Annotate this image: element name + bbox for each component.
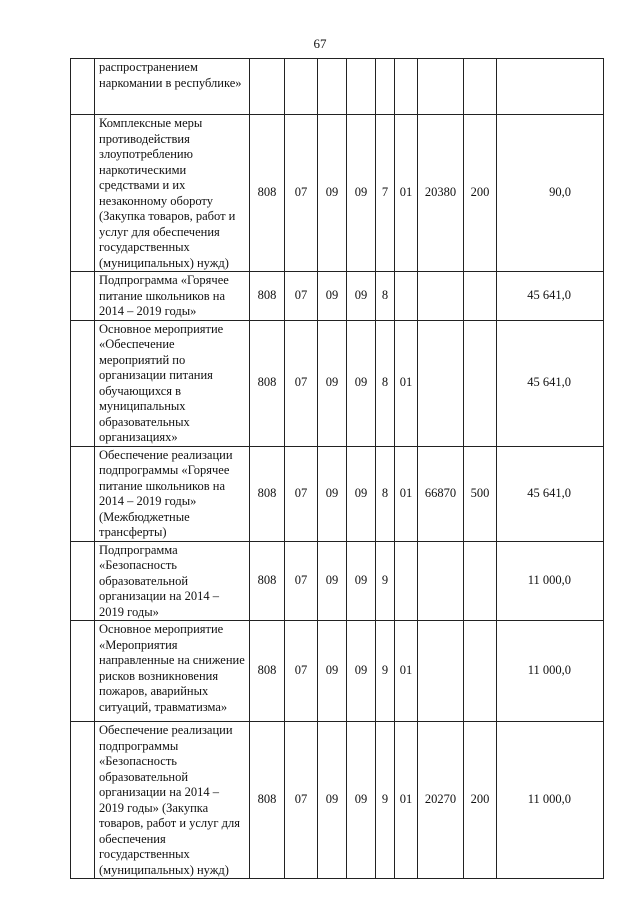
- subsection-code-cell: 09: [318, 115, 347, 272]
- subprogram-code-cell: 8: [376, 446, 395, 541]
- subprogram-code-cell: 9: [376, 722, 395, 879]
- program-code-cell: 09: [347, 722, 376, 879]
- ministry-code-cell: 808: [250, 320, 285, 446]
- subsection-code-cell: 09: [318, 320, 347, 446]
- ministry-code-cell: 808: [250, 446, 285, 541]
- program-code-cell: [347, 59, 376, 115]
- amount-cell: 45 641,0: [497, 446, 604, 541]
- subsection-code-cell: 09: [318, 446, 347, 541]
- blank-cell: [71, 272, 95, 321]
- amount-cell: 11 000,0: [497, 541, 604, 621]
- subsection-code-cell: [318, 59, 347, 115]
- direction-code-cell: [418, 59, 464, 115]
- program-code-cell: 09: [347, 446, 376, 541]
- table-row: [71, 541, 604, 621]
- expense-type-cell: 500: [464, 446, 497, 541]
- blank-cell: [71, 115, 95, 272]
- expense-type-cell: [464, 320, 497, 446]
- name-cell: Обеспечение реализации подпрограммы «Горячее питание школьников на 2014 – 2019 годы» (Межбюджетные трансферты): [95, 446, 250, 541]
- ministry-code-cell: 808: [250, 541, 285, 621]
- amount-cell: 45 641,0: [497, 272, 604, 321]
- subprogram-code-cell: 8: [376, 320, 395, 446]
- subprogram-code-cell: 9: [376, 621, 395, 722]
- direction-code-cell: 20380: [418, 115, 464, 272]
- blank-cell: [71, 59, 95, 115]
- program-code-cell: 09: [347, 115, 376, 272]
- section-code-cell: 07: [285, 446, 318, 541]
- activity-code-cell: 01: [395, 446, 418, 541]
- ministry-code-cell: 808: [250, 621, 285, 722]
- subsection-code-cell: 09: [318, 541, 347, 621]
- activity-code-cell: [395, 541, 418, 621]
- table-row: [71, 320, 604, 446]
- subprogram-code-cell: [376, 59, 395, 115]
- direction-code-cell: [418, 621, 464, 722]
- section-code-cell: 07: [285, 722, 318, 879]
- name-cell: распространением наркомании в республике»: [95, 59, 250, 115]
- blank-cell: [71, 541, 95, 621]
- section-code-cell: 07: [285, 320, 318, 446]
- direction-code-cell: 20270: [418, 722, 464, 879]
- activity-code-cell: [395, 59, 418, 115]
- amount-cell: [497, 59, 604, 115]
- program-code-cell: 09: [347, 541, 376, 621]
- direction-code-cell: 66870: [418, 446, 464, 541]
- amount-cell: 45 641,0: [497, 320, 604, 446]
- name-cell: Основное мероприятие «Обеспечение мероприятий по организации питания обучающихся в муниципальных образовательных организациях»: [95, 320, 250, 446]
- section-code-cell: [285, 59, 318, 115]
- amount-cell: 11 000,0: [497, 722, 604, 879]
- expense-type-cell: [464, 541, 497, 621]
- name-cell: Комплексные меры противодействия злоупотреблению наркотическими средствами и их незаконному обороту (Закупка товаров, работ и услуг для обеспечения государственных (муниципальных) нужд): [95, 115, 250, 272]
- ministry-code-cell: 808: [250, 115, 285, 272]
- direction-code-cell: [418, 272, 464, 321]
- page-number: 67: [313, 36, 327, 51]
- amount-cell: 11 000,0: [497, 621, 604, 722]
- subprogram-code-cell: 7: [376, 115, 395, 272]
- table-row: [71, 59, 604, 115]
- blank-cell: [71, 722, 95, 879]
- program-code-cell: 09: [347, 320, 376, 446]
- direction-code-cell: [418, 541, 464, 621]
- table-body: [71, 59, 604, 879]
- subsection-code-cell: 09: [318, 272, 347, 321]
- ministry-code-cell: 808: [250, 722, 285, 879]
- ministry-code-cell: 808: [250, 272, 285, 321]
- blank-cell: [71, 320, 95, 446]
- expense-type-cell: [464, 272, 497, 321]
- name-cell: Обеспечение реализации подпрограммы «Безопасность образовательной организации на 2014 – 2019 годы» (Закупка товаров, работ и услуг для обеспечения государственных (муниципальных) нужд): [95, 722, 250, 879]
- name-cell: Основное мероприятие «Мероприятия направленные на снижение рисков возникновения пожаров, аварийных ситуаций, травматизма»: [95, 621, 250, 722]
- name-cell: Подпрограмма «Безопасность образовательной организации на 2014 – 2019 годы»: [95, 541, 250, 621]
- subprogram-code-cell: 8: [376, 272, 395, 321]
- table-row: [71, 621, 604, 722]
- table-row: [71, 722, 604, 879]
- program-code-cell: 09: [347, 272, 376, 321]
- budget-table: [70, 58, 604, 879]
- activity-code-cell: 01: [395, 722, 418, 879]
- table-row: [71, 115, 604, 272]
- expense-type-cell: [464, 621, 497, 722]
- subprogram-code-cell: 9: [376, 541, 395, 621]
- subsection-code-cell: 09: [318, 722, 347, 879]
- direction-code-cell: [418, 320, 464, 446]
- section-code-cell: 07: [285, 541, 318, 621]
- expense-type-cell: 200: [464, 722, 497, 879]
- subsection-code-cell: 09: [318, 621, 347, 722]
- name-cell: Подпрограмма «Горячее питание школьников на 2014 – 2019 годы»: [95, 272, 250, 321]
- amount-cell: 90,0: [497, 115, 604, 272]
- section-code-cell: 07: [285, 272, 318, 321]
- activity-code-cell: 01: [395, 621, 418, 722]
- table-row: [71, 272, 604, 321]
- ministry-code-cell: [250, 59, 285, 115]
- expense-type-cell: 200: [464, 115, 497, 272]
- table-row: [71, 446, 604, 541]
- blank-cell: [71, 621, 95, 722]
- activity-code-cell: 01: [395, 320, 418, 446]
- activity-code-cell: [395, 272, 418, 321]
- activity-code-cell: 01: [395, 115, 418, 272]
- section-code-cell: 07: [285, 621, 318, 722]
- expense-type-cell: [464, 59, 497, 115]
- program-code-cell: 09: [347, 621, 376, 722]
- section-code-cell: 07: [285, 115, 318, 272]
- blank-cell: [71, 446, 95, 541]
